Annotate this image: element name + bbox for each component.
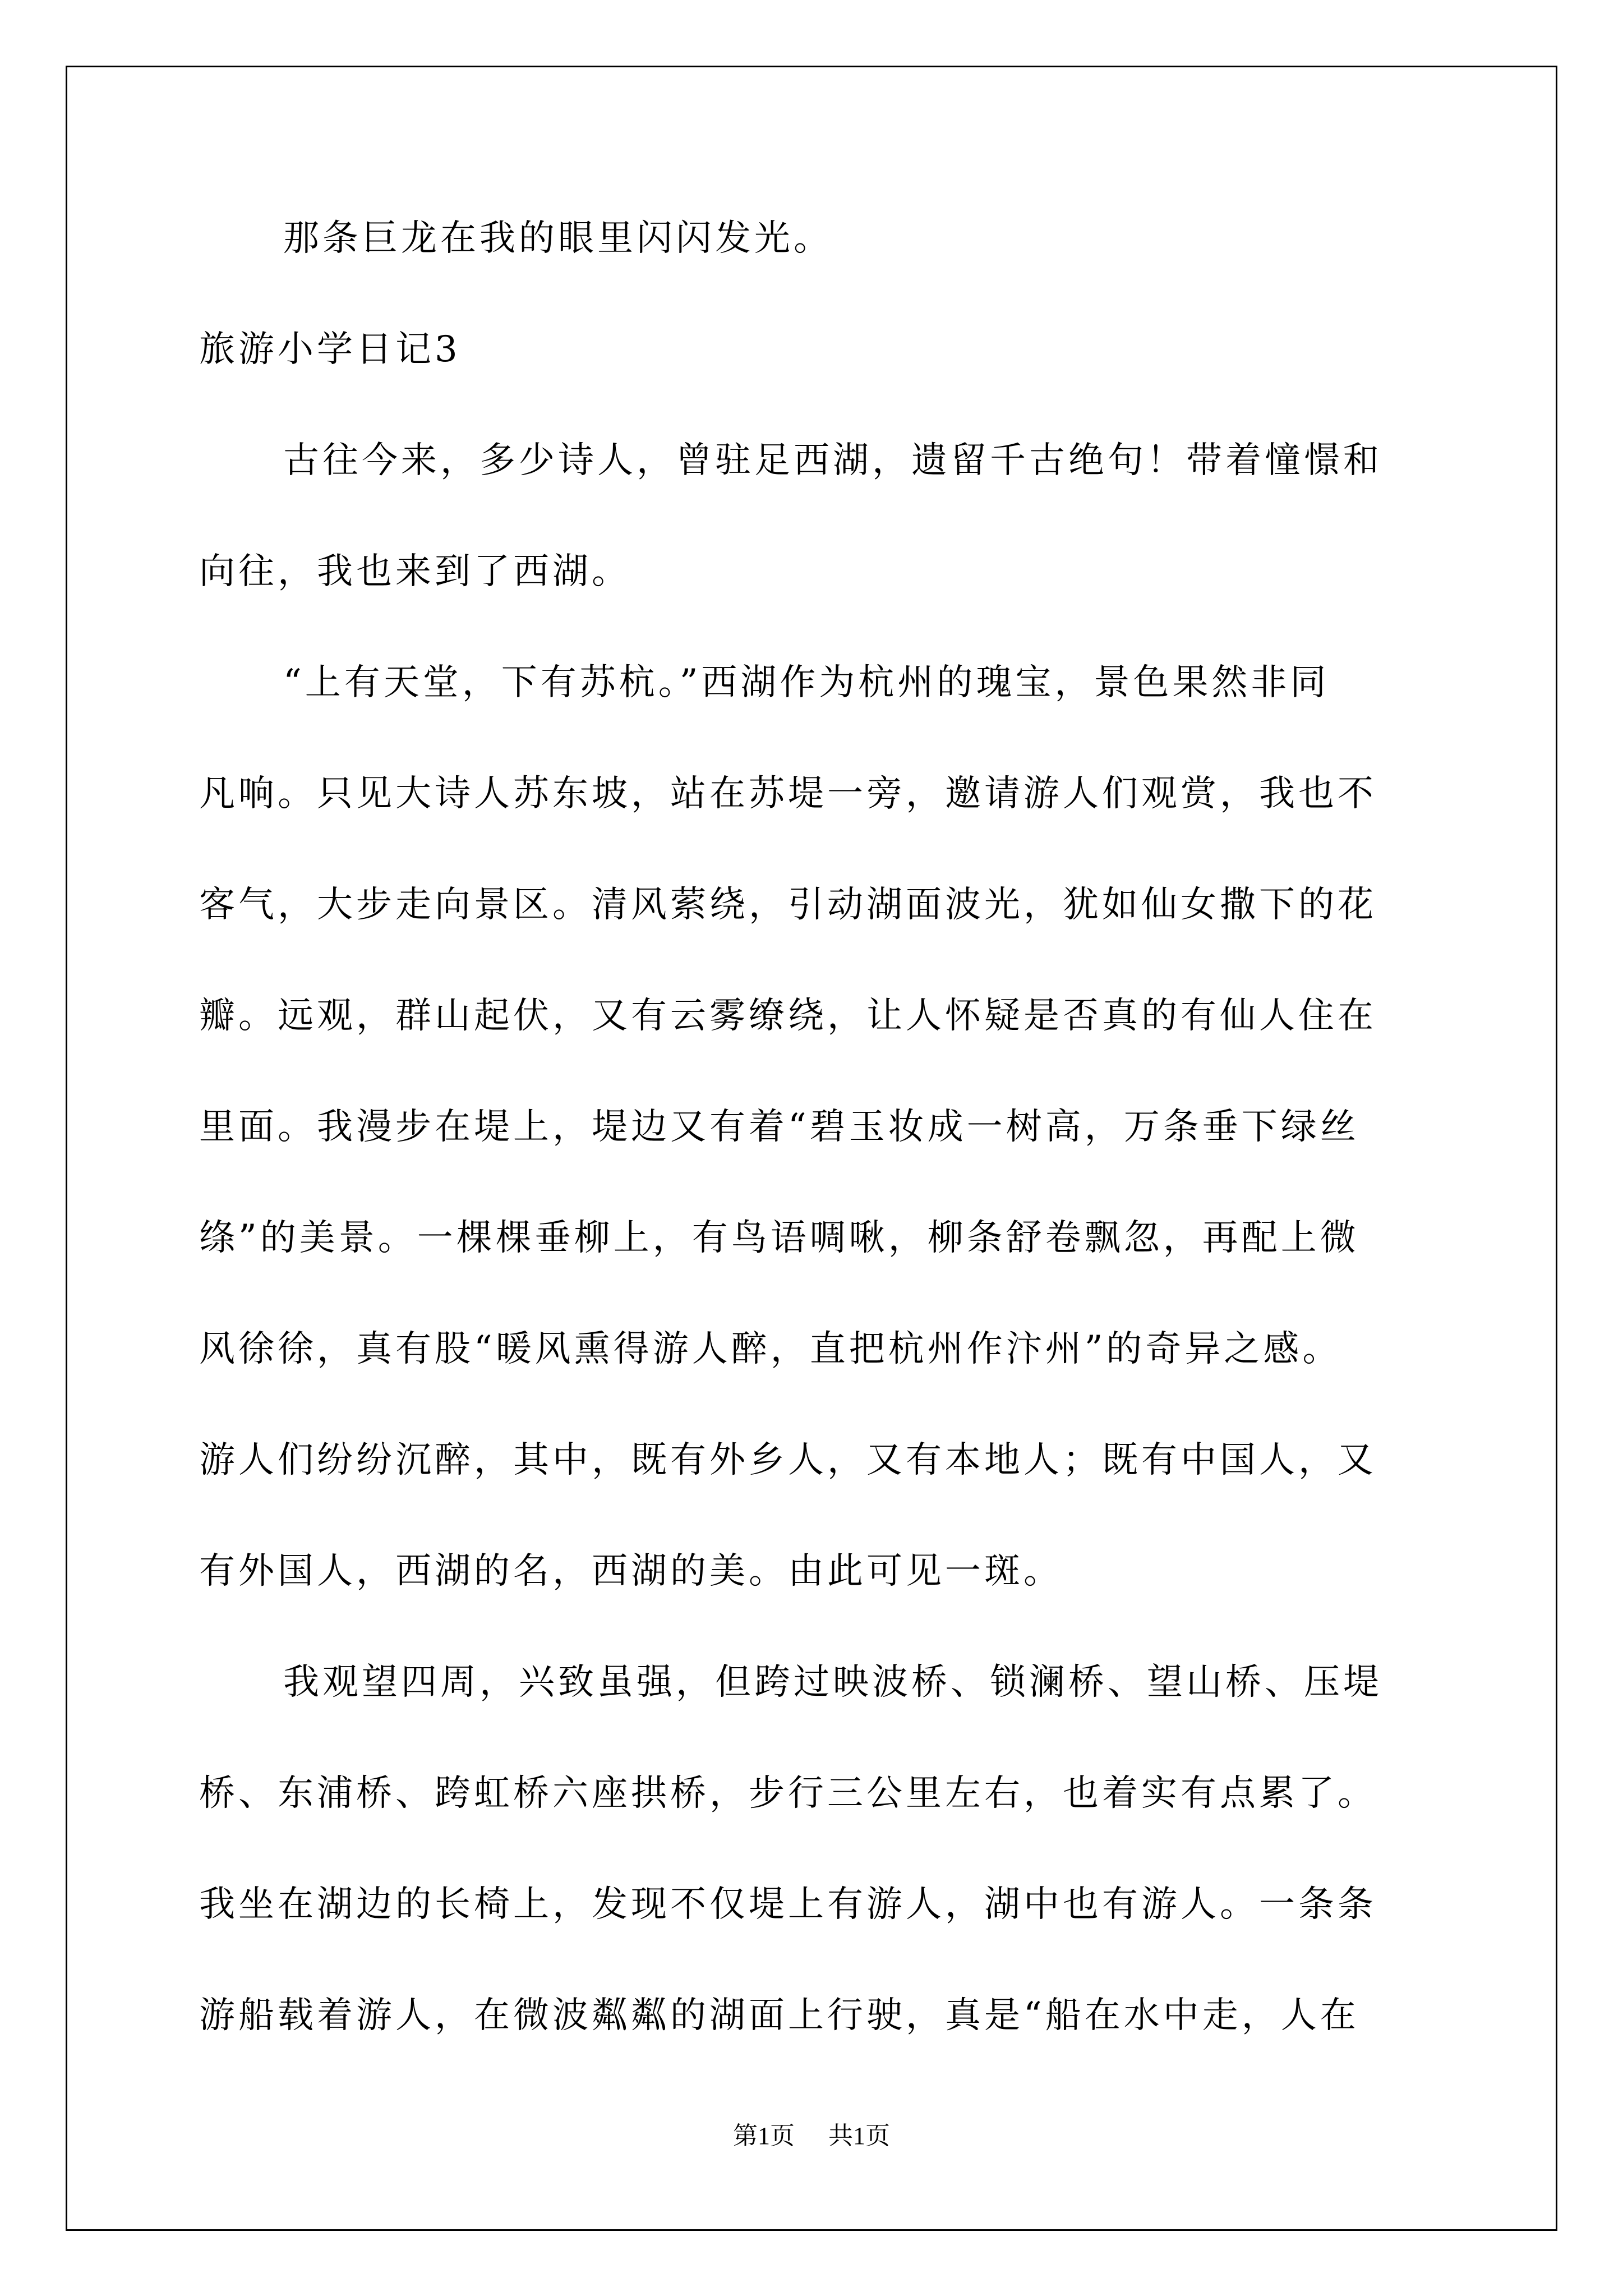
paragraph-line: 我观望四周，兴致虽强，但跨过映波桥、锁澜桥、望山桥、压堤 xyxy=(283,1662,1382,1703)
paragraph-line: “上有天堂，下有苏杭。”西湖作为杭州的瑰宝，景色果然非同 xyxy=(283,662,1330,703)
paragraph-line: 古往今来，多少诗人，曾驻足西湖，遗留千古绝句！带着憧憬和 xyxy=(283,440,1382,481)
paragraph-line: 里面。我漫步在堤上，堤边又有着“碧玉妆成一树高，万条垂下绿丝 xyxy=(199,1106,1359,1148)
paragraph-line: 瓣。远观，群山起伏，又有云雾缭绕，让人怀疑是否真的有仙人住在 xyxy=(199,995,1377,1037)
paragraph-line: 游人们纷纷沉醉，其中，既有外乡人，又有本地人；既有中国人，又 xyxy=(199,1439,1377,1481)
paragraph-line: 我坐在湖边的长椅上，发现不仅堤上有游人，湖中也有游人。一条条 xyxy=(199,1884,1377,1925)
page-footer xyxy=(0,2119,1623,2153)
paragraph-line: 客气，大步走向景区。清风萦绕，引动湖面波光，犹如仙女撒下的花 xyxy=(199,884,1377,926)
paragraph-line: 游船载着游人，在微波粼粼的湖面上行驶，真是“船在水中走，人在 xyxy=(199,1995,1359,2036)
paragraph-line: 桥、东浦桥、跨虹桥六座拱桥，步行三公里左右，也着实有点累了。 xyxy=(199,1773,1377,1814)
paragraph-line: 绦”的美景。一棵棵垂柳上，有鸟语啁啾，柳条舒卷飘忽，再配上微 xyxy=(199,1217,1359,1259)
paragraph-line: 有外国人，西湖的名，西湖的美。由此可见一斑。 xyxy=(199,1550,1063,1592)
page-number: 第1页 xyxy=(733,2122,795,2150)
paragraph-line: 向往，我也来到了西湖。 xyxy=(199,551,631,592)
paragraph-line: 风徐徐，真有股“暖风熏得游人醉，直把杭州作汴州”的奇异之感。 xyxy=(199,1328,1342,1370)
page-total: 共1页 xyxy=(828,2122,890,2150)
paragraph-line: 凡响。只见大诗人苏东坡，站在苏堤一旁，邀请游人们观赏，我也不 xyxy=(199,773,1377,815)
section-heading: 旅游小学日记3 xyxy=(199,329,461,370)
paragraph-line: 那条巨龙在我的眼里闪闪发光。 xyxy=(283,218,833,259)
